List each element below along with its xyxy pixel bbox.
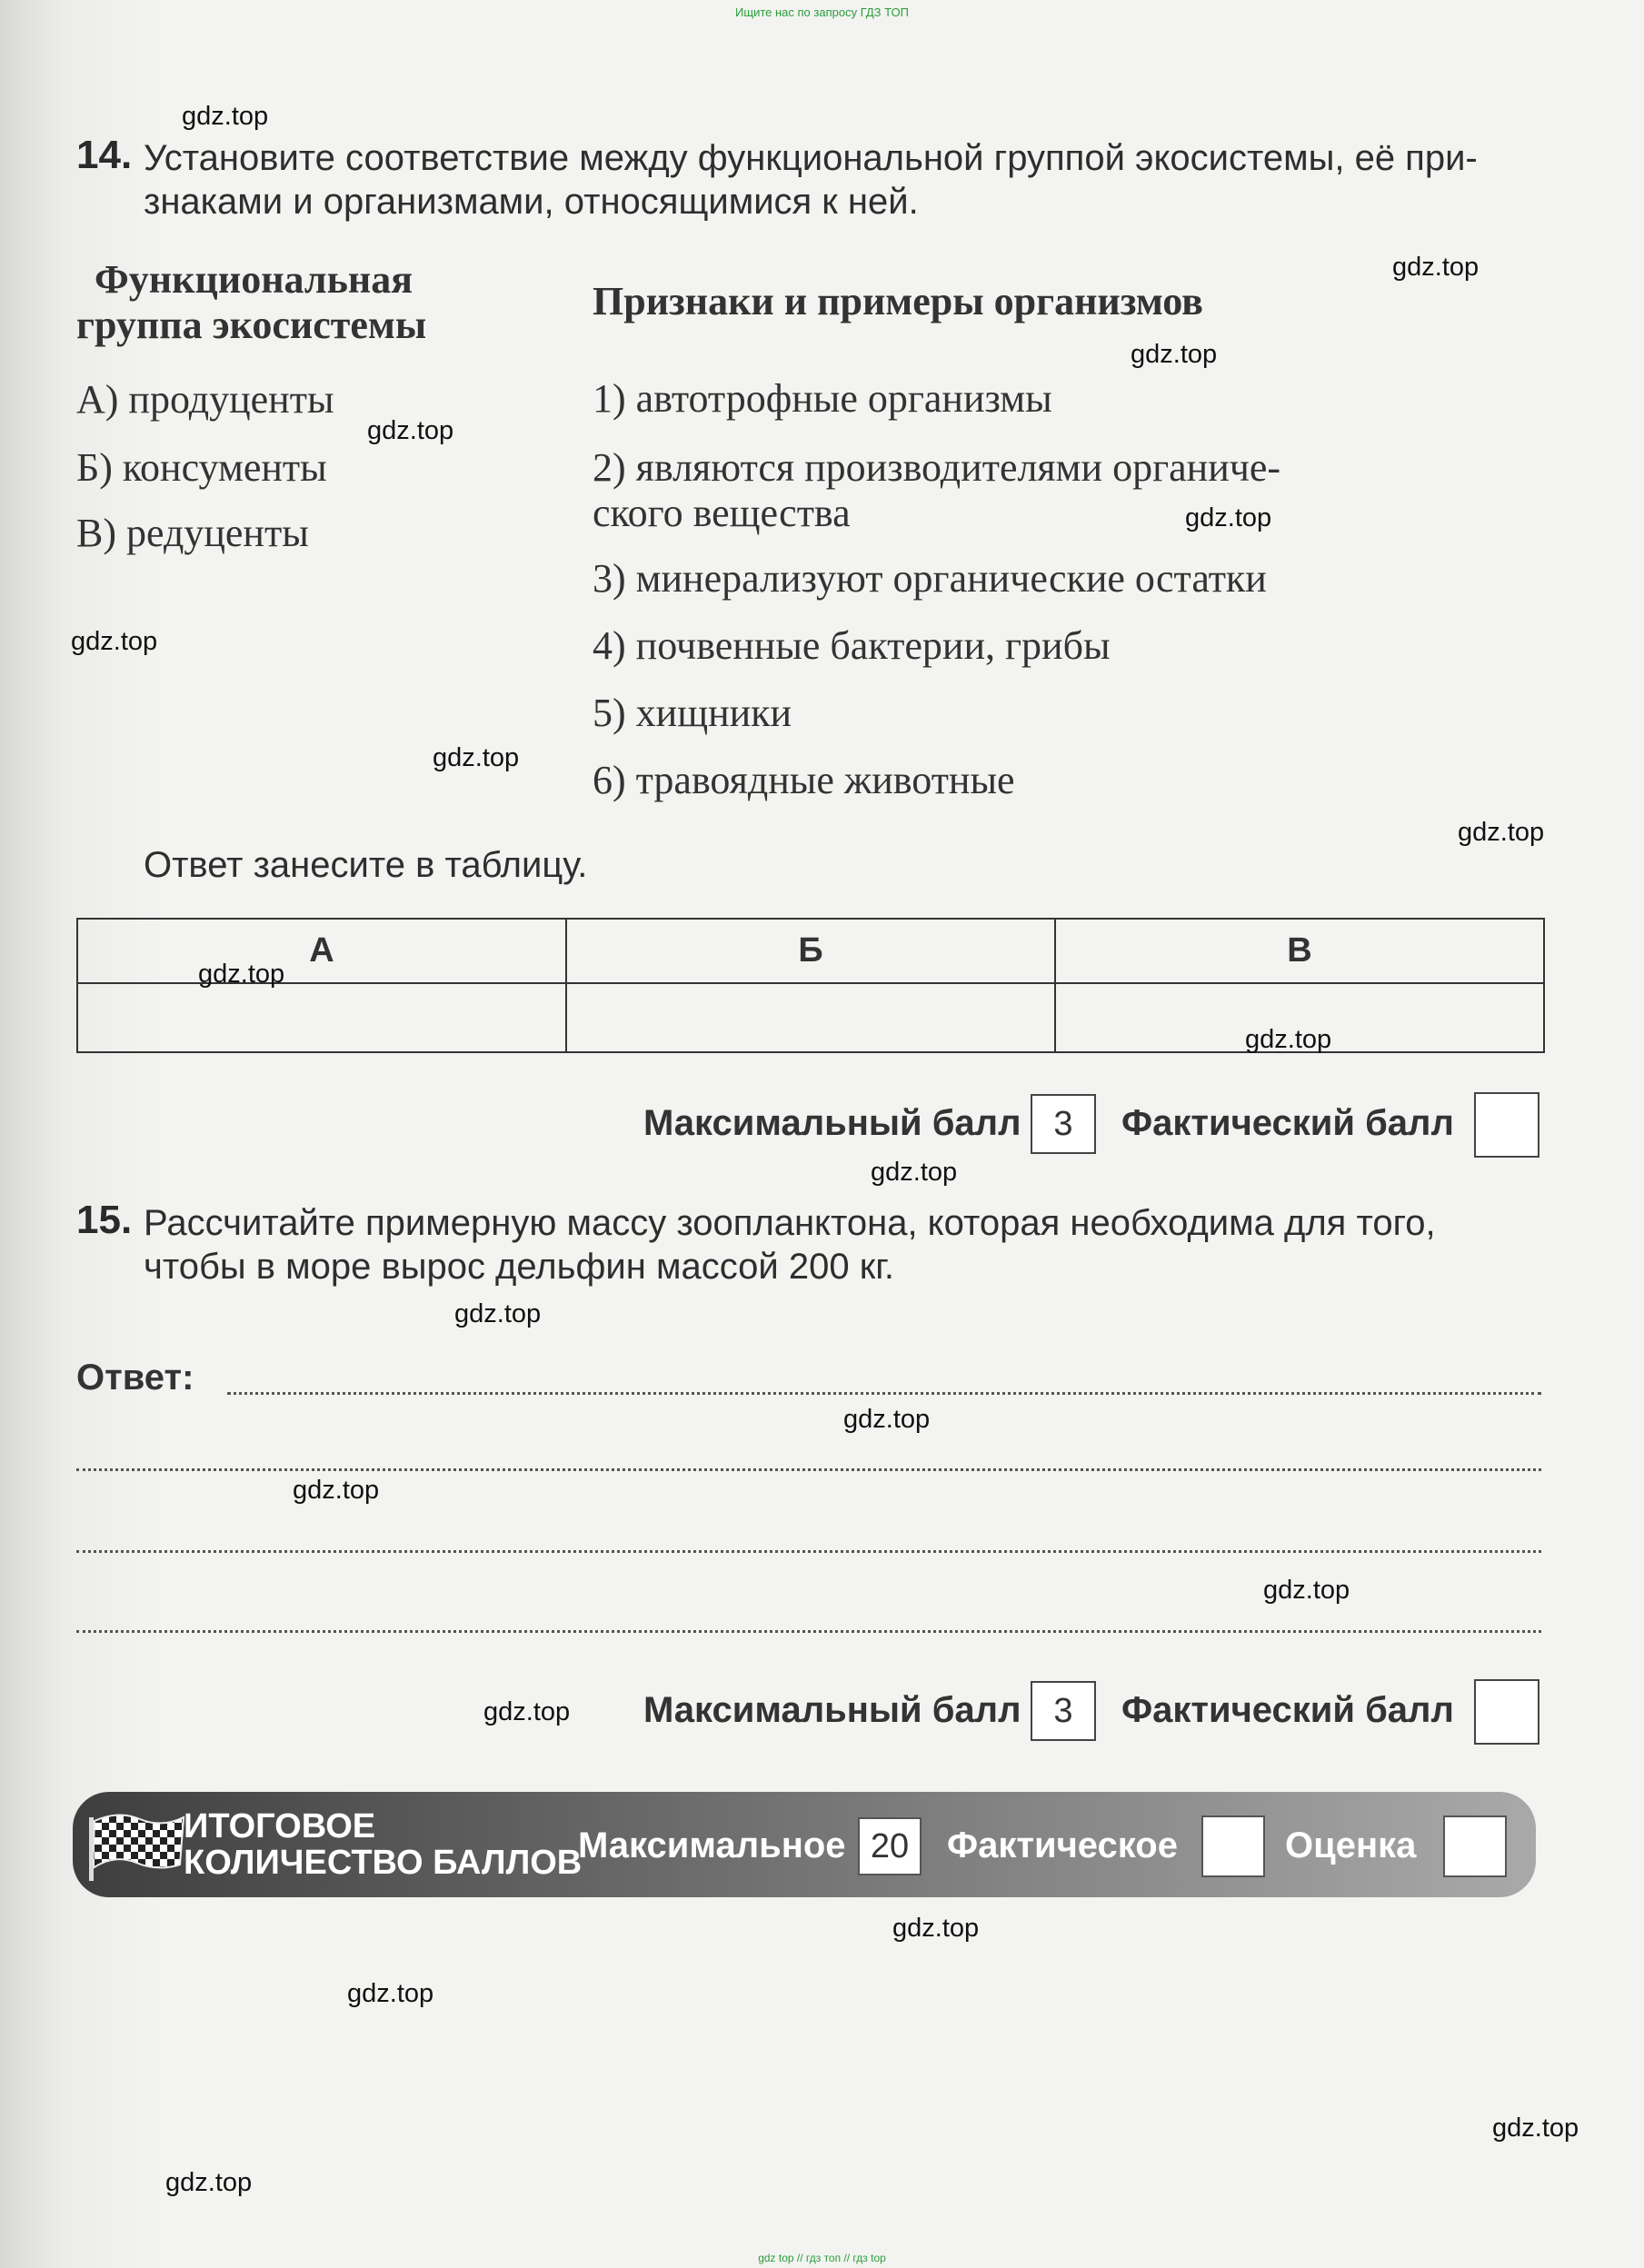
watermark: gdz.top [198,960,285,989]
group-decomposers: В) редуценты [76,511,309,555]
watermark: gdz.top [483,1697,571,1726]
watermark: gdz.top [1492,2114,1579,2143]
table-header-v: В [1055,919,1544,983]
answer-line-4[interactable] [76,1630,1541,1633]
q15-number: 15. [76,1198,133,1242]
watermark: gdz.top [71,627,158,656]
q14-number: 14. [76,133,133,177]
q15-max-score-label: Максимальный балл [643,1690,1021,1730]
feature-2: 2) являются производителями органиче- [593,445,1281,490]
feature-4: 4) почвенные бактерии, грибы [593,623,1111,668]
q14-text-line2: знаками и организмами, относящимися к ней. [144,182,919,222]
watermark: gdz.top [367,416,454,445]
watermark: gdz.top [293,1476,380,1505]
watermark: gdz.top [433,743,520,772]
answer-line-2[interactable] [76,1468,1541,1471]
left-column-header-line1: Функциональная [95,257,413,302]
watermark: gdz.top [892,1914,980,1943]
answer-cell-a[interactable] [77,983,566,1052]
watermark: gdz.top [182,102,269,131]
summary-max-box: 20 [858,1817,922,1875]
feature-3: 3) минерализуют органические остатки [593,556,1267,601]
group-producers: А) продуценты [76,377,334,422]
left-column-header-line2: группа экосистемы [76,303,427,347]
summary-actual-box[interactable] [1201,1815,1265,1877]
feature-1: 1) автотрофные организмы [593,376,1052,421]
summary-title-line1: ИТОГОВОЕ [184,1807,376,1845]
q14-max-score-box: 3 [1031,1094,1096,1154]
answer-line-3[interactable] [76,1550,1541,1553]
watermark: gdz.top [1458,818,1545,847]
group-consumers: Б) консументы [76,445,327,490]
right-column-header: Признаки и примеры организмов [593,279,1203,323]
watermark: gdz.top [347,1979,434,2008]
table-header-a: А [77,919,566,983]
q14-text-line1: Установите соответствие между функциональной группой экосистемы, её при- [144,138,1478,178]
q15-actual-score-label: Фактический балл [1121,1690,1454,1730]
q14-max-score-label: Максимальный балл [643,1103,1021,1143]
summary-grade-box[interactable] [1443,1815,1507,1877]
summary-title [184,1808,582,1881]
summary-max-label: Максимальное [578,1825,846,1865]
summary-title-line2: КОЛИЧЕСТВО БАЛЛОВ [184,1844,583,1882]
table-header-b: Б [566,919,1055,983]
q15-text-line2: чтобы в море вырос дельфин массой 200 кг. [144,1247,895,1287]
q15-answer-label: Ответ: [76,1358,194,1398]
watermark: gdz.top [1263,1576,1350,1605]
watermark: gdz.top [871,1158,958,1187]
footer-note: gdz top // гдз топ // гдз top [758,2252,886,2264]
answer-prompt: Ответ занесите в таблицу. [144,845,588,885]
feature-6: 6) травоядные животные [593,758,1015,802]
watermark: gdz.top [1245,1025,1332,1054]
q14-actual-score-box[interactable] [1474,1092,1539,1158]
watermark: gdz.top [843,1405,931,1434]
q15-actual-score-box[interactable] [1474,1679,1539,1745]
checkered-flag-icon [87,1808,187,1883]
summary-actual-label: Фактическое [947,1825,1178,1865]
feature-5: 5) хищники [593,691,792,735]
q15-text-line1: Рассчитайте примерную массу зоопланктона, которая необходима для того, [144,1203,1436,1243]
watermark: gdz.top [1131,340,1218,369]
q15-max-score-box: 3 [1031,1681,1096,1741]
feature-2-cont: ского вещества [593,491,851,535]
watermark: gdz.top [454,1299,542,1328]
watermark: gdz.top [1392,253,1480,282]
answer-line-1[interactable] [227,1392,1541,1395]
header-note: Ищите нас по запросу ГДЗ ТОП [735,5,909,19]
watermark: gdz.top [1185,503,1272,532]
summary-grade-label: Оценка [1285,1825,1417,1865]
answer-cell-b[interactable] [566,983,1055,1052]
watermark: gdz.top [165,2168,253,2197]
q14-actual-score-label: Фактический балл [1121,1103,1454,1143]
